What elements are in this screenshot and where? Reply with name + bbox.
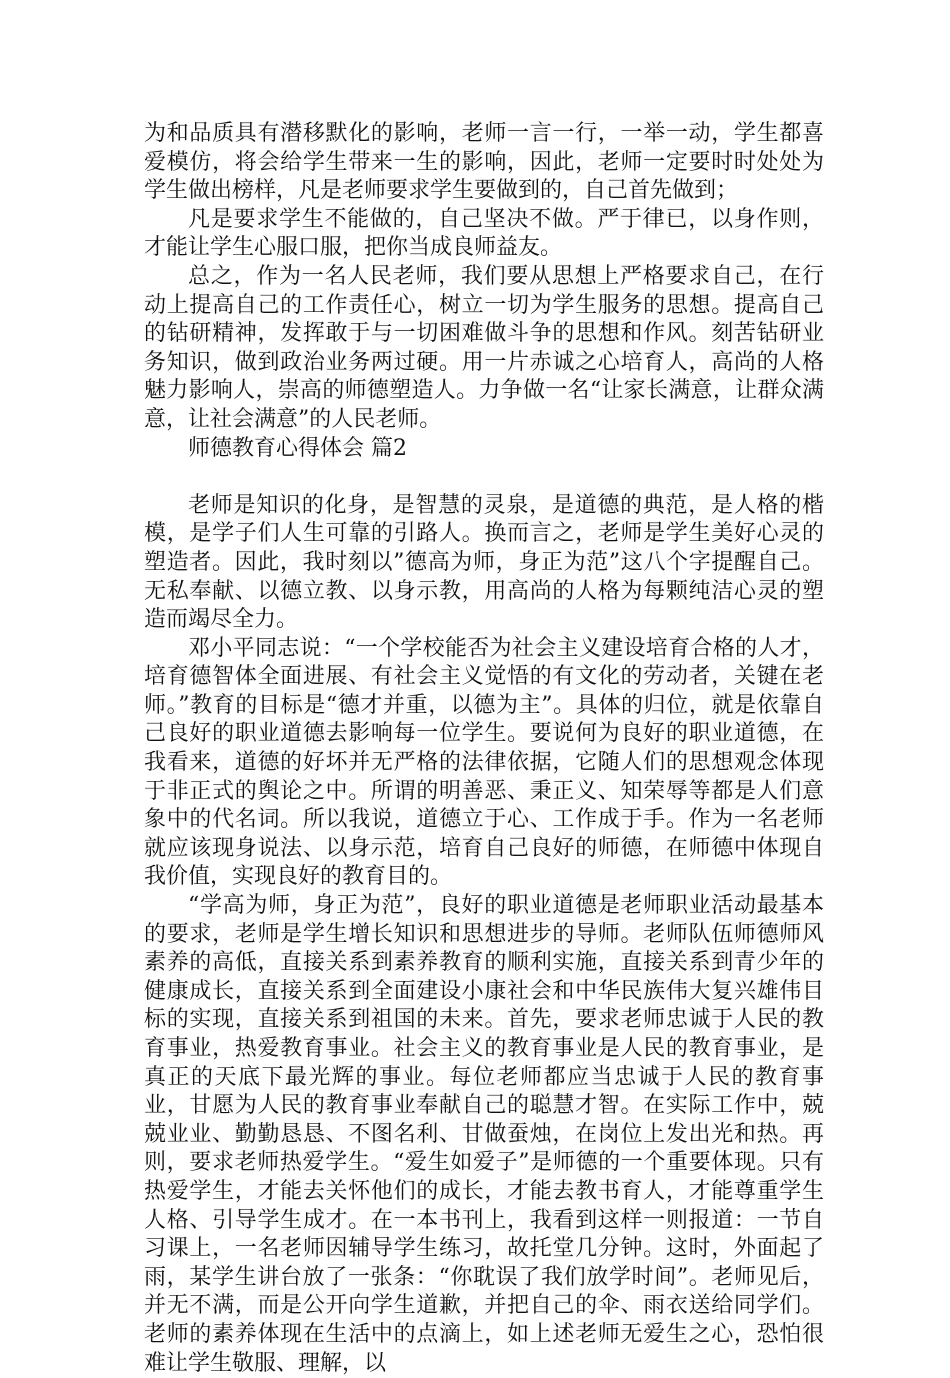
document-body [144, 120, 824, 1378]
section-heading: 师德教育心得体会 篇2 [188, 435, 407, 461]
blank-line [144, 463, 824, 492]
paragraph: 凡是要求学生不能做的，自己坚决不做。严于律已，以身作则，才能让学生心服口服，把你当成良师益友。 [144, 206, 824, 261]
paragraph: “学高为师，身正为范”，良好的职业道德是老师职业活动最基本的要求，老师是学生增长知识和思想进步的导师。老师队伍师德师风素养的高低，直接关系到素养教育的顺利实施，直接关系到青少年的健康成长，直接关系到全面建设小康社会和中华民族伟大复兴雄伟目标的实现，直接关系到祖国的未来。首先，要求老师忠诚于人民的教育事业，热爱教育事业。社会主义的教育事业是人民的教育事业，是真正的天底下最光辉的事业。每位老师都应当忠诚于人民的教育事业，甘愿为人民的教育事业奉献自己的聪慧才智。在实际工作中，兢兢业业、勤勤恳恳、不图名利、甘做蚕烛，在岗位上发出光和热。再则，要求老师热爱学生。“爱生如爱子”是师德的一个重要体现。只有热爱学生，才能去关怀他们的成长，才能去教书育人，才能尊重学生人格、引导学生成才。在一本书刊上，我看到这样一则报道：一节自习课上，一名老师因辅导学生练习，故托堂几分钟。这时，外面起了雨，某学生讲台放了一张条：“你耽误了我们放学时间”。老师见后，并无不满，而是公开向学生道歉，并把自己的伞、雨衣送给同学们。老师的素养体现在生活中的点滴上，如上述老师无爱生之心，恐怕很难让学生敬服、理解，以 [144, 893, 824, 1376]
paragraph: 邓小平同志说：“一个学校能否为社会主义建设培育合格的人才，培育德智体全面进展、有社会主义觉悟的有文化的劳动者，关键在老师。”教育的目标是“德才并重，以德为主”。具体的归位，就是依靠自己良好的职业道德去影响每一位学生。要说何为良好的职业道德，在我看来，道德的好坏并无严格的法律依据，它随人们的思想观念体现于非正式的舆论之中。所谓的明善恶、秉正义、知荣辱等都是人们意象中的代名词。所以我说，道德立于心、工作成于手。作为一名老师就应该现身说法、以身示范，培育自己良好的师德，在师德中体现自我价值，实现良好的教育目的。 [144, 635, 824, 890]
paragraph-continuation: 为和品质具有潜移默化的影响，老师一言一行，一举一动，学生都喜爱模仿，将会给学生带来一生的影响，因此，老师一定要时时处处为学生做出榜样，凡是老师要求学生要做到的，自己首先做到； [144, 121, 824, 204]
paragraph-conclusion: 总之，作为一名人民老师，我们要从思想上严格要求自己，在行动上提高自己的工作责任心，树立一切为学生服务的思想。提高自己的钻研精神，发挥敢于与一切困难做斗争的思想和作风。刻苦钻研业务知识，做到政治业务两过硬。用一片赤诚之心培育人，高尚的人格魅力影响人，崇高的师德塑造人。力争做一名“让家长满意，让群众满意，让社会满意”的人民老师。 [144, 263, 824, 432]
paragraph: 老师是知识的化身，是智慧的灵泉，是道德的典范，是人格的楷模，是学子们人生可靠的引路人。换而言之，老师是学生美好心灵的塑造者。因此，我时刻以”德高为师，身正为范”这八个字提醒自己。无私奉献、以德立教、以身示教，用高尚的人格为每颗纯洁心灵的塑造而竭尽全力。 [144, 492, 824, 633]
